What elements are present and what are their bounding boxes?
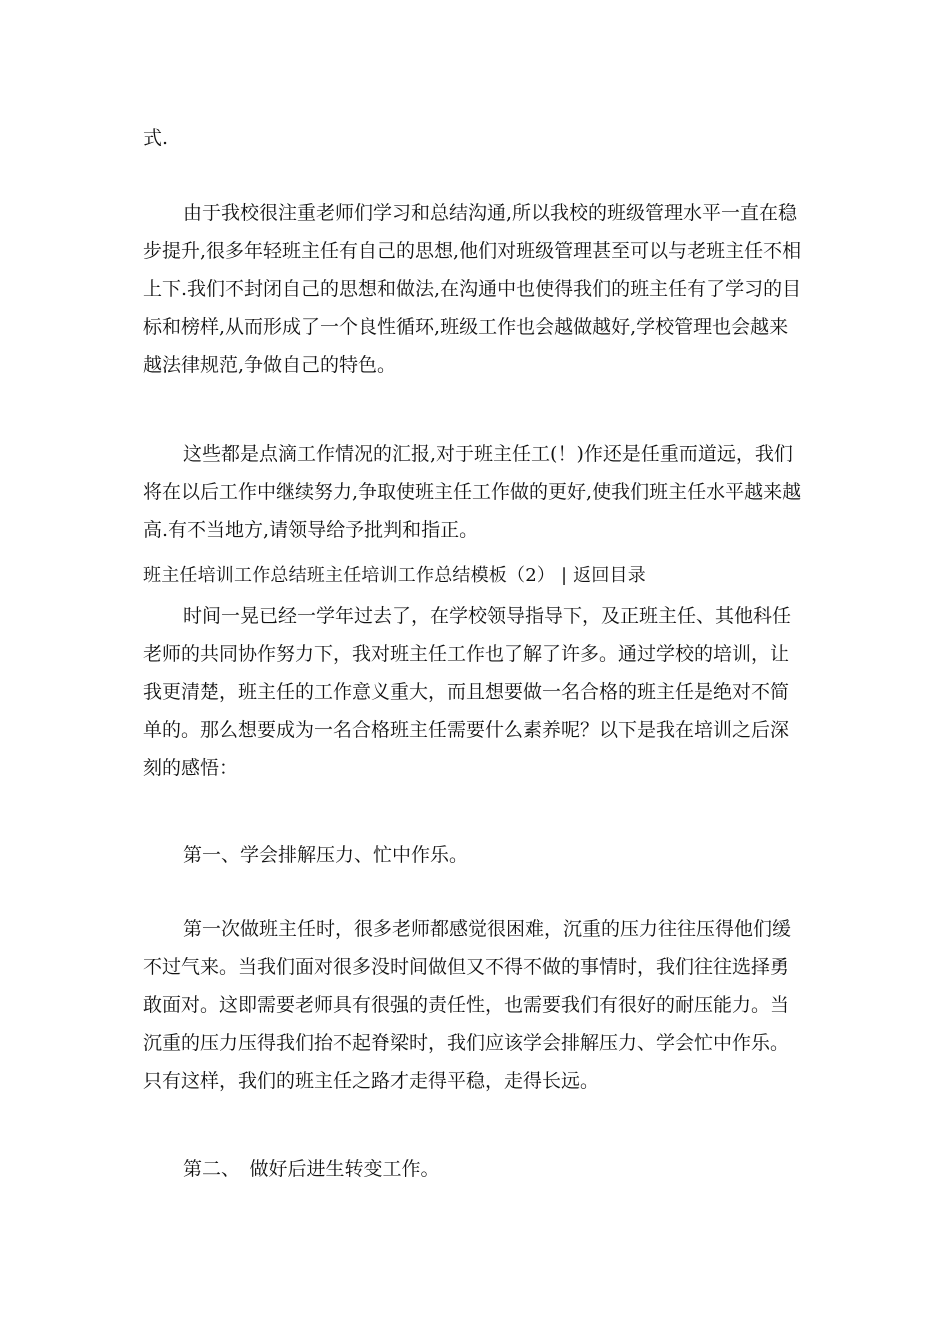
text-line: 第一次做班主任时，很多老师都感觉很困难，沉重的压力往往压得他们缓 [183, 918, 792, 940]
text-line: 由于我校很注重老师们学习和总结沟通,所以我校的班级管理水平一直在稳 [183, 202, 798, 224]
text-line: 老师的共同协作努力下，我对班主任工作也了解了许多。通过学校的培训，让 [143, 643, 790, 665]
text-line: 式. [143, 127, 169, 149]
text-line: 刻的感悟： [143, 757, 239, 779]
text-line: 只有这样，我们的班主任之路才走得平稳，走得长远。 [143, 1070, 600, 1092]
section-heading: 班主任培训工作总结班主任培训工作总结模板（2） | 返回目录 [143, 565, 646, 586]
point-heading: 第二、 做好后进生转变工作。 [183, 1158, 440, 1180]
text-line: 时间一晃已经一学年过去了，在学校领导指导下，及正班主任、其他科任 [183, 605, 792, 627]
text-line: 越法律规范,争做自己的特色。 [143, 354, 397, 376]
text-line: 单的。那么想要成为一名合格班主任需要什么素养呢？以下是我在培训之后深 [143, 719, 790, 741]
text-line: 将在以后工作中继续努力,争取使班主任工作做的更好,使我们班主任水平越来越 [143, 481, 802, 503]
text-line: 敢面对。这即需要老师具有很强的责任性，也需要我们有很好的耐压能力。当 [143, 994, 790, 1016]
text-line: 不过气来。当我们面对很多没时间做但又不得不做的事情时，我们往往选择勇 [143, 956, 790, 978]
text-line: 标和榜样,从而形成了一个良性循环,班级工作也会越做越好,学校管理也会越来 [143, 316, 789, 338]
text-line: 步提升,很多年轻班主任有自己的思想,他们对班级管理甚至可以与老班主任不相 [143, 240, 802, 262]
text-line: 沉重的压力压得我们抬不起脊梁时，我们应该学会排解压力、学会忙中作乐。 [143, 1032, 790, 1054]
text-line: 我更清楚，班主任的工作意义重大，而且想要做一名合格的班主任是绝对不简 [143, 681, 790, 703]
text-line: 上下.我们不封闭自己的思想和做法,在沟通中也使得我们的班主任有了学习的目 [143, 278, 802, 300]
text-line: 高.有不当地方,请领导给予批判和指正。 [143, 519, 479, 541]
point-heading: 第一、学会排解压力、忙中作乐。 [183, 844, 469, 866]
text-line: 这些都是点滴工作情况的汇报,对于班主任工(！)作还是任重而道远，我们 [183, 443, 793, 465]
